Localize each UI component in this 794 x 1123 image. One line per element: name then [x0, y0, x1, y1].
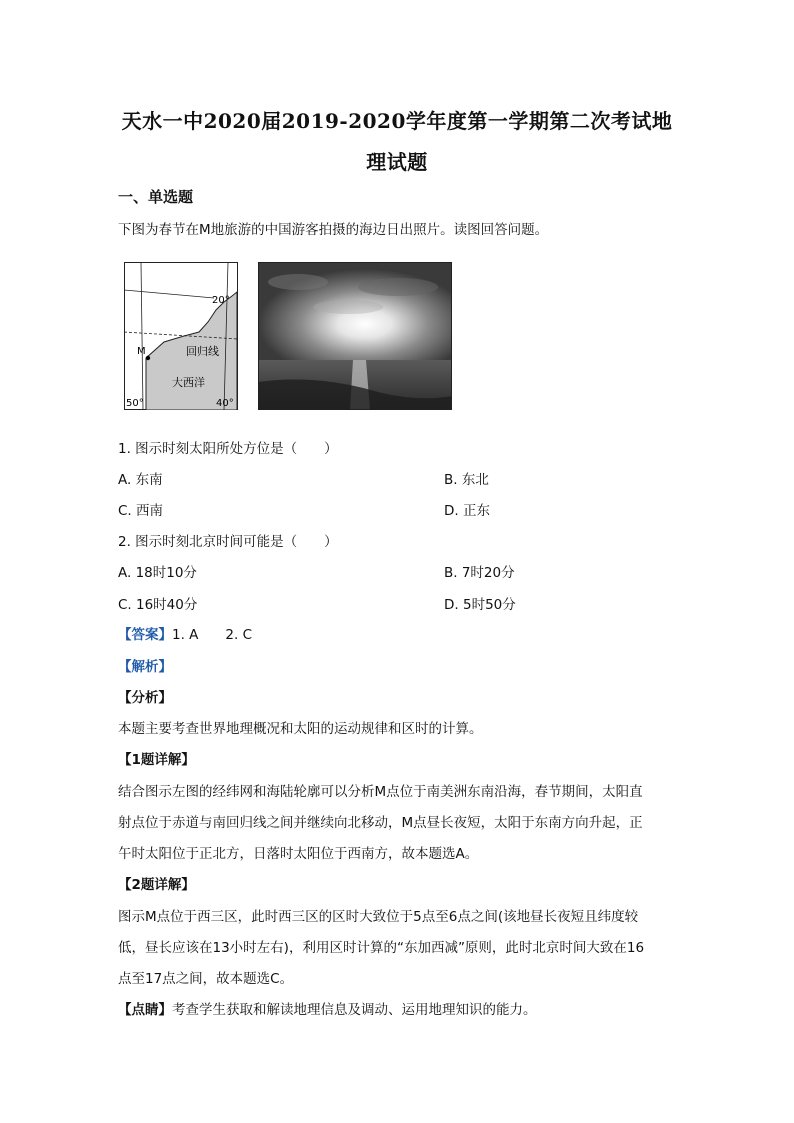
map-label-lat20: 20°	[212, 295, 230, 306]
question-1-option-b: B. 东北	[444, 472, 489, 488]
section-heading: 一、单选题	[118, 188, 194, 206]
q2-detail-line-2: 低，昼长应该在13小时左右)，利用区时计算的“东加西减”原则，此时北京时间大致在16	[118, 940, 645, 956]
answer-tag: 【答案】	[118, 627, 172, 643]
question-1-option-a: A. 东南	[118, 472, 163, 488]
answer-text: 1. A 2. C	[172, 627, 253, 643]
dianjing-line	[118, 998, 537, 1018]
question-2-option-c: C. 16时40分	[118, 597, 198, 613]
sunrise-photo	[258, 262, 452, 410]
question-2-option-b: B. 7时20分	[444, 565, 515, 581]
intro-text: 下图为春节在M地旅游的中国游客拍摄的海边日出照片。读图回答问题。	[118, 222, 549, 238]
question-2-stem: 2. 图示时刻北京时间可能是（ ）	[118, 534, 338, 550]
map-label-ocean: 大西洋	[172, 376, 205, 389]
dianjing-text: 考查学生获取和解读地理信息及调动、运用地理知识的能力。	[172, 1002, 537, 1018]
map-label-m: M	[137, 346, 146, 357]
question-1-option-d: D. 正东	[444, 503, 490, 519]
q2-detail-line-3: 点至17点之间，故本题选C。	[118, 971, 294, 987]
fenxi-tag: 【分析】	[118, 690, 172, 706]
q1-detail-tag: 【1题详解】	[118, 752, 195, 768]
fenxi-text: 本题主要考查世界地理概况和太阳的运动规律和区时的计算。	[118, 721, 483, 737]
question-1-stem: 1. 图示时刻太阳所处方位是（ ）	[118, 441, 338, 457]
dianjing-tag: 【点睛】	[118, 1002, 172, 1018]
q1-detail-line-1: 结合图示左图的经纬网和海陆轮廓可以分析M点位于南美洲东南沿海，春节期间，太阳直	[118, 784, 643, 800]
map-label-lon40: 40°	[216, 398, 234, 409]
title-line-1: 天水一中2020届2019-2020学年度第一学期第二次考试地	[121, 109, 673, 133]
map-label-tropic: 回归线	[186, 345, 219, 358]
analysis-tag: 【解析】	[118, 659, 172, 675]
question-1-option-c: C. 西南	[118, 503, 164, 519]
map-label-lon50: 50°	[126, 398, 144, 409]
question-2-option-d: D. 5时50分	[444, 597, 516, 613]
q2-detail-tag: 【2题详解】	[118, 877, 195, 893]
q1-detail-line-2: 射点位于赤道与南回归线之间并继续向北移动，M点昼长夜短，太阳于东南方向升起，正	[118, 815, 643, 831]
question-2-option-a: A. 18时10分	[118, 565, 197, 581]
m-point-marker	[146, 356, 150, 360]
answer-line	[118, 623, 252, 643]
title-line-2: 理试题	[366, 150, 428, 174]
q1-detail-line-3: 午时太阳位于正北方，日落时太阳位于西南方，故本题选A。	[118, 846, 479, 862]
map-figure	[124, 262, 238, 410]
q2-detail-line-1: 图示M点位于西三区，此时西三区的区时大致位于5点至6点之间(该地昼长夜短且纬度较	[118, 909, 639, 925]
